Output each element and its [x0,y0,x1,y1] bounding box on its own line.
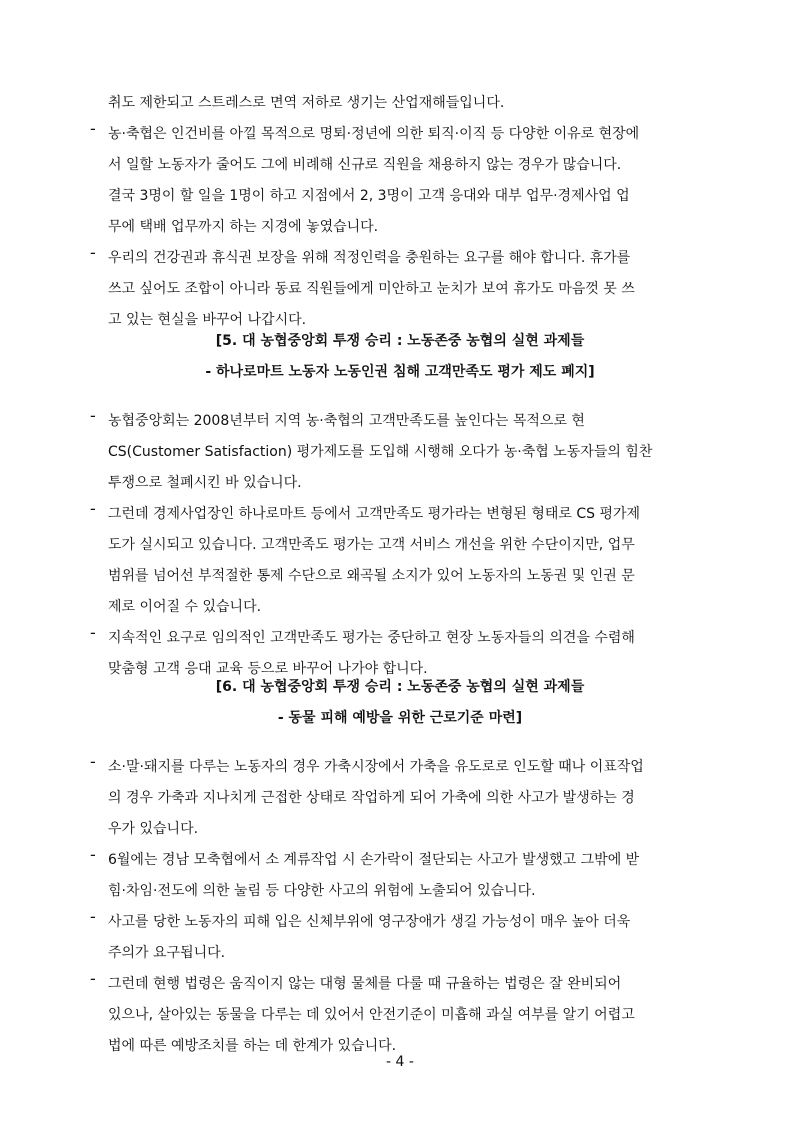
bullet-line: 사고를 당한 노동자의 피해 입은 신체부위에 영구장애가 생길 가능성이 매우 높아 더욱 [108,914,631,930]
bullet-item [0,406,800,499]
section-title-line-2: - 하나로마트 노동자 노동인권 침해 고객만족도 평가 제도 폐지] [205,364,595,380]
bullet-dash: - [90,243,96,262]
continuation-line: 취도 제한되고 스트레스로 면역 저하로 생기는 산업재해들입니다. [108,95,505,111]
bullet-line: 우리의 건강권과 휴식권 보장을 위해 적정인력을 충원하는 요구를 해야 합니다. 휴가를 [108,250,631,266]
bullet-line: 소·말·돼지를 다루는 노동자의 경우 가축시장에서 가축을 유도로로 인도할 때나 이표작업 [108,759,644,775]
bullet-dash: - [90,845,96,864]
bullet-line: 무에 택배 업무까지 하는 지경에 놓였습니다. [108,219,379,235]
section-6 [0,672,800,734]
bullet-dash: - [90,499,96,518]
bullet-line: 그런데 경제사업장인 하나로마트 등에서 고객만족도 평가라는 변형된 형태로 CS 평가제 [108,506,641,522]
bullet-dash: - [90,752,96,771]
bullet-item [0,907,800,969]
bullet-item [0,243,800,336]
page-number: - 4 - [386,1054,414,1070]
bullet-line: 서 일할 노동자가 줄어도 그에 비례해 신규로 직원을 채용하지 않는 경우가 많습니다. [108,157,622,173]
bullet-dash: - [90,623,96,642]
bullet-item [0,752,800,845]
bullet-item [0,499,800,623]
section-4-tail [0,88,800,336]
bullet-item [0,119,800,243]
bullet-line: 농협중앙회는 2008년부터 지역 농·축협의 고객만족도를 높인다는 목적으로 현 [108,413,585,429]
section-5-body [0,406,800,685]
bullet-line: 주의가 요구됩니다. [108,945,226,961]
bullet-line: 지속적인 요구로 임의적인 고객만족도 평가는 중단하고 현장 노동자들의 의견을 수렴해 [108,630,635,646]
section-title-line-2: - 동물 피해 예방을 위한 근로기준 마련] [277,710,523,726]
bullet-line: 쓰고 싶어도 조합이 아니라 동료 직원들에게 미안하고 눈치가 보여 휴가도 마음껏 못 쓰 [108,281,635,297]
bullet-line: 결국 3명이 할 일을 1명이 하고 지점에서 2, 3명이 고객 응대와 대부 업무·경제사업 업 [108,188,630,204]
bullet-line: 제로 이어질 수 있습니다. [108,599,262,615]
section-6-body [0,752,800,1062]
section-title-line-1: [5. 대 농협중앙회 투쟁 승리 : 노동존중 농협의 실현 과제들 [215,333,585,349]
bullet-line: 투쟁으로 철폐시킨 바 있습니다. [108,475,302,491]
bullet-item [0,969,800,1062]
bullet-line: 그런데 현행 법령은 움직이지 않는 대형 물체를 다룰 때 규율하는 법령은 잘 완비되어 [108,976,622,992]
bullet-line: 있으나, 살아있는 동물을 다루는 데 있어서 안전기준이 미흡해 과실 여부를 알기 어렵고 [108,1007,635,1023]
section-title-line-1: [6. 대 농협중앙회 투쟁 승리 : 노동존중 농협의 실현 과제들 [215,679,585,695]
bullet-line: 맞춤형 고객 응대 교육 등으로 바꾸어 나가야 합니다. [108,661,428,677]
bullet-dash: - [90,907,96,926]
bullet-dash: - [90,969,96,988]
bullet-line: 범위를 넘어선 부적절한 통제 수단으로 왜곡될 소지가 있어 노동자의 노동권 및 인권 문 [108,568,635,584]
section-5 [0,326,800,388]
bullet-line: 6월에는 경남 모축협에서 소 계류작업 시 손가락이 절단되는 사고가 발생했고 그밖에 받 [108,852,640,868]
bullet-line: 우가 있습니다. [108,821,199,837]
bullet-line: 농·축협은 인건비를 아낄 목적으로 명퇴·정년에 의한 퇴직·이직 등 다양한 이유로 현장에 [108,126,640,142]
bullet-item [0,845,800,907]
bullet-line: 법에 따른 예방조치를 하는 데 한계가 있습니다. [108,1038,397,1054]
bullet-line: 의 경우 가축과 지나치게 근접한 상태로 작업하게 되어 가축에 의한 사고가 발생하는 경 [108,790,635,806]
bullet-line: CS(Customer Satisfaction) 평가제도를 도입해 시행해 오다가 농·축협 노동자들의 힘찬 [108,444,653,460]
bullet-dash: - [90,406,96,425]
bullet-dash: - [90,119,96,138]
bullet-line: 힘·차임·전도에 의한 눌림 등 다양한 사고의 위험에 노출되어 있습니다. [108,883,536,899]
bullet-line: 도가 실시되고 있습니다. 고객만족도 평가는 고객 서비스 개선을 위한 수단이지만, 업무 [108,537,635,553]
bullet-line: 고 있는 현실을 바꾸어 나갑시다. [108,312,307,328]
